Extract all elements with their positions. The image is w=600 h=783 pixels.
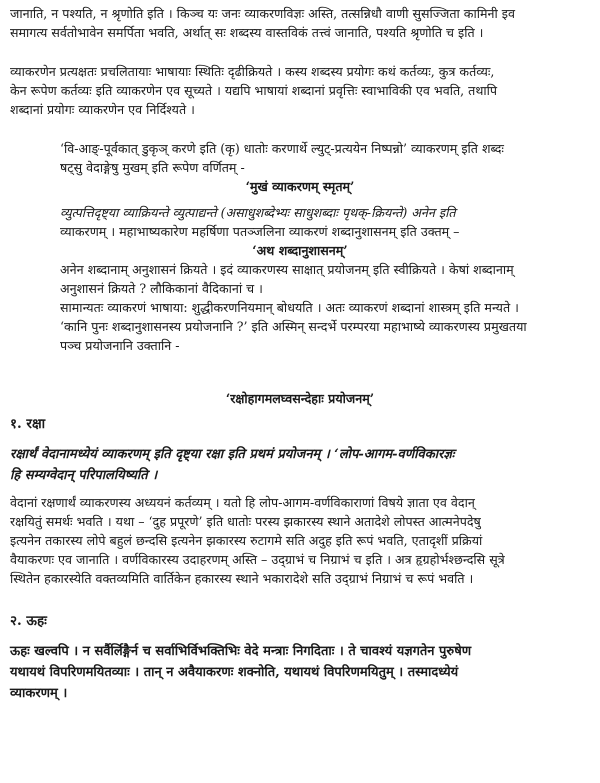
paragraph-raksha-summary bbox=[10, 444, 590, 486]
line: केन रूपेण कर्तव्यः इति व्याकरणेन एव सूच्यते । यद्यपि भाषायां शब्दानां प्रवृत्तिः स्वाभाविकी एव भवति, तथापि bbox=[10, 83, 498, 98]
paragraph-vyutpatti bbox=[10, 203, 590, 241]
line: यथायथं विपरिणमयितव्याः । तान् न अवैयाकरणः शक्नोति, यथायथं विपरिणमयितुम् । तस्मादध्येयं bbox=[10, 665, 459, 680]
line: जानाति, न पश्यति, न श्रृणोति इति । किञ्च यः जनः व्याकरणविज्ञः अस्ति, तत्सन्निधौ वाणी सुसज्जिता कामिनी इव bbox=[10, 6, 515, 21]
paragraph-intro bbox=[10, 4, 590, 42]
section-heading-uhah: २. ऊहः bbox=[10, 613, 47, 629]
paragraph-prayojanani bbox=[10, 298, 590, 355]
line: अनुशासनं क्रियते ? लौकिकानां वैदिकानां च । bbox=[60, 281, 263, 296]
line: हि सम्यग्वेदान् परिपालयिष्यति । bbox=[10, 468, 158, 483]
line: व्याकरणम् । महाभाष्यकारेण महर्षिणा पतञ्जलिना व्याकरणं शब्दानुशासनम् इति उक्तम् – bbox=[60, 224, 460, 239]
line: व्युत्पत्तिदृष्ट्या व्याक्रियन्ते व्युत्पाद्यन्ते (असाधुशब्देभ्यः साधुशब्दाः पृथक्-क्रियन्ते) अनेन इति bbox=[60, 205, 456, 220]
line: पञ्च प्रयोजनानि उक्तानि - bbox=[60, 338, 180, 353]
section-heading-raksha: १. रक्षा bbox=[10, 416, 46, 432]
paragraph-uhah bbox=[10, 641, 590, 704]
line: ‘वि-आङ्-पूर्वकात् डुकृञ् करणे इति (कृ) धातोः करणार्थे ल्युट्-प्रत्ययेन निष्पन्नो’ व्याकरणम् इति शब्दः bbox=[60, 141, 504, 156]
quote-mukham: ‘मुखं व्याकरणम् स्मृतम्’ bbox=[245, 179, 355, 194]
quote-rakshohagama: ‘रक्षोहागमलघ्वसन्देहाः प्रयोजनम्’ bbox=[225, 391, 375, 406]
line: रक्षार्थं वेदानामध्येयं व्याकरणम् इति दृष्ट्या रक्षा इति प्रथमं प्रयोजनम् । ‘लोप-आगम-वर्णविकारज्ञः bbox=[10, 447, 455, 462]
line: व्याकरणेन प्रत्यक्षतः प्रचलितायाः भाषायाः स्थितिः दृढीक्रियते । कस्य शब्दस्य प्रयोगः कथं कर्तव्यः, कुत्र कर्तव्यः, bbox=[10, 64, 495, 79]
line: इत्यनेन तकारस्य लोपे बहुलं छन्दसि इत्यनेन झकारस्य रुटागमे सति अदुह इति रूपं भवति, एतादृशीं प्रक्रियां bbox=[10, 533, 483, 548]
line: वेदानां रक्षणार्थं व्याकरणस्य अध्ययनं कर्तव्यम् । यतो हि लोप-आगम-वर्णविकाराणां विषये ज्ञाता एव वेदान् bbox=[10, 495, 475, 510]
paragraph-anushasanam bbox=[10, 260, 590, 298]
line: रक्षयितुं समर्थः भवति । यथा – ‘दुह प्रपूरणे’ इति धातोः परस्य झकारस्य स्थाने अतादेशे लोपस्त आत्मनेपदेषु bbox=[10, 514, 481, 529]
paragraph-etymology bbox=[10, 139, 590, 177]
line: ऊहः खल्वपि । न सर्वैर्लिङ्गैर्न च सर्वाभिर्विभक्तिभिः वेदे मन्त्राः निगदिताः । ते चावश्यं यज्ञगतेन पुरुषेण bbox=[10, 644, 472, 659]
line: षट्सु वेदाङ्गेषु मुखम् इति रूपेण वर्णितम् - bbox=[60, 160, 245, 175]
line: समागत्य सर्वतोभावेन समर्पिता भवति, अर्थात् सः शब्दस्य वास्तविकं तत्त्वं जानाति, पश्यति श्रृणोति च इति । bbox=[10, 25, 484, 40]
line: ‘कानि पुनः शब्दानुशासनस्य प्रयोजनानि ?’ इति अस्मिन् सन्दर्भे परम्परया महाभाष्ये व्याकरणस्य प्रमुखतया bbox=[60, 319, 527, 334]
line: वैयाकरणः एव जानाति । वर्णविकारस्य उदाहरणम् अस्ति – उद्ग्राभं च निग्राभं च इति । अत्र हृग्रहोर्भश्छन्दसि सूत्रे bbox=[10, 552, 505, 567]
line: अनेन शब्दानाम् अनुशासनं क्रियते । इदं व्याकरणस्य साक्षात् प्रयोजनम् इति स्वीक्रियते । केषां शब्दानाम् bbox=[60, 262, 514, 277]
line: शब्दानां प्रयोगः व्याकरणेन एव निर्दिश्यते । bbox=[10, 102, 195, 117]
paragraph-raksha-detail bbox=[10, 493, 590, 588]
line: स्थितेन हकारस्येति वक्तव्यमिति वार्तिकेन हकारस्य स्थाने भकारादेशे सति उद्ग्राभं निग्राभं च रूपं भवति । bbox=[10, 571, 474, 586]
paragraph-grammar-role bbox=[10, 62, 590, 119]
line: सामान्यतः व्याकरणं भाषाया: शुद्धीकरणनियमान् बोधयति । अतः व्याकरणं शब्दानां शास्त्रम् इति मन्यते । bbox=[60, 300, 519, 315]
quote-shabdanushasanam: ‘अथ शब्दानुशासनम्’ bbox=[252, 243, 348, 258]
line: व्याकरणम् । bbox=[10, 686, 68, 701]
